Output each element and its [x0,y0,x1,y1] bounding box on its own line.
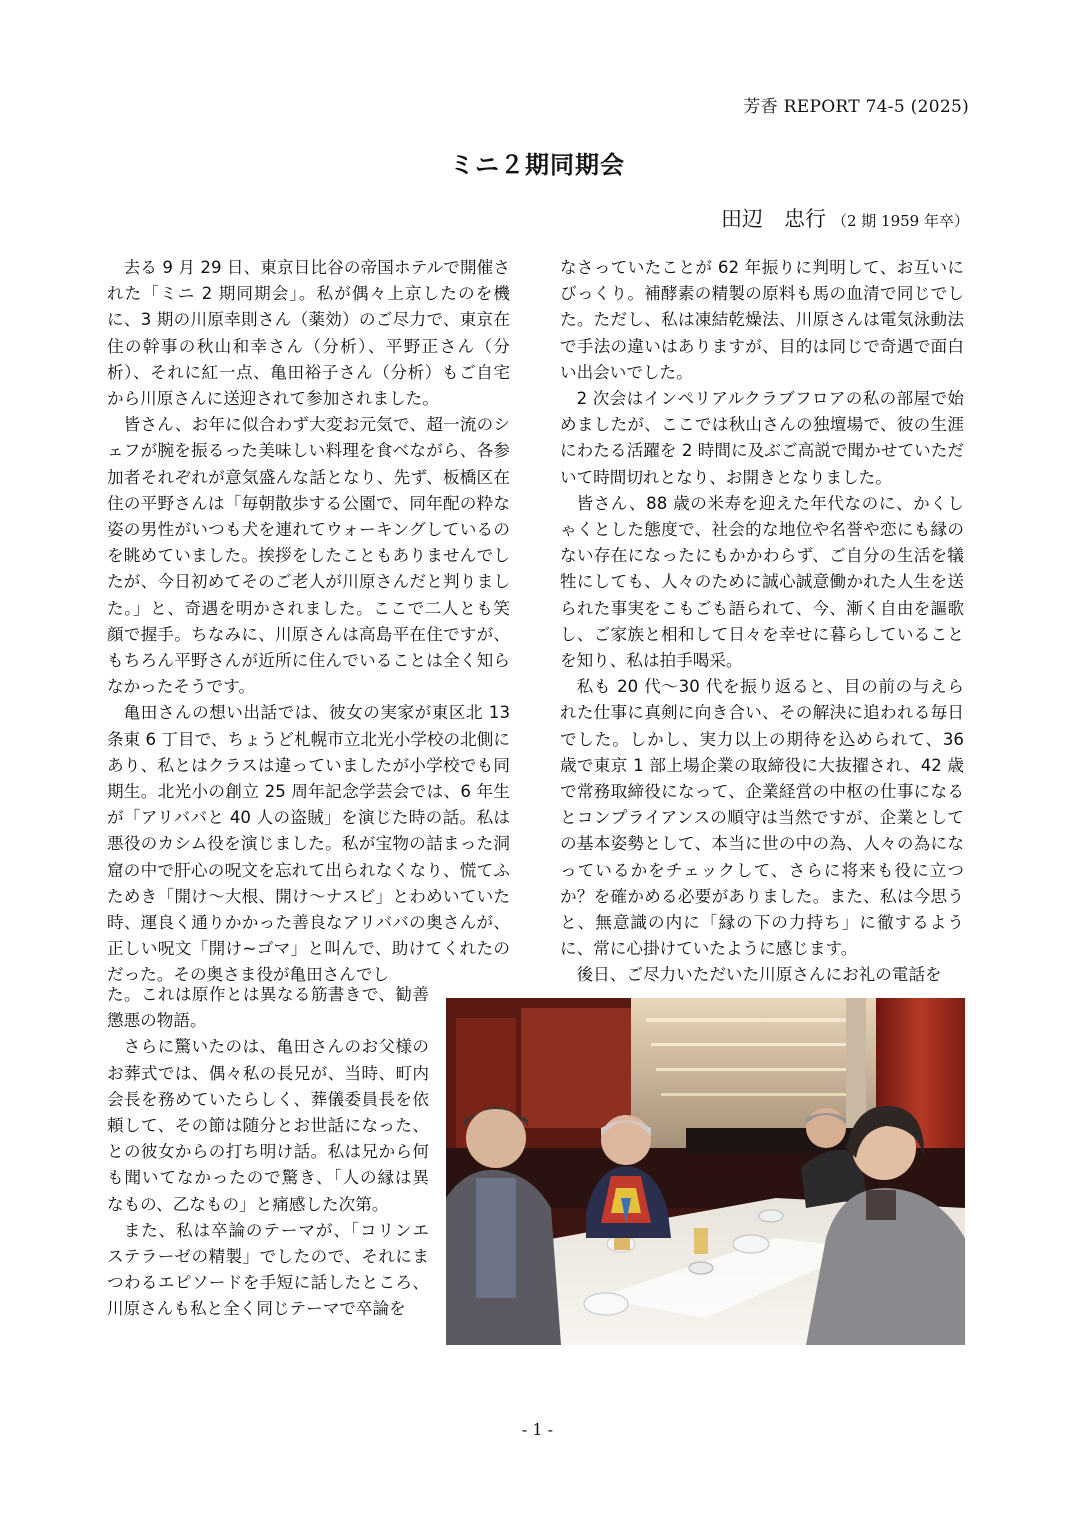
report-header: 芳香 REPORT 74-5 (2025) [743,97,969,117]
paragraph: 私も 20 代～30 代を振り返ると、目の前の与えられた仕事に真剣に向き合い、その解決に追われる毎日でした。しかし、実力以上の期待を込められて、36 歳で東京 1 部上場企業の取締役に大抜擢され、42 歳で常務取締役になって、企業経営の中枢の仕事になるとコンプライアンスの順守は当然ですが、企業としての基本姿勢として、本当に世の中の為、人々の為になっているかをチェックして、さらに将来も役に立つか？を確かめる必要がありました。また、私は今思うと、無意識の内に「縁の下の力持ち」に徹するように、常に心掛けていたように感じます。 [560,677,964,959]
paragraph: さらに驚いたのは、亀田さんのお父様のお葬式では、偶々私の長兄が、当時、町内会長を務めていたらしく、葬儀委員長を依頼して、その節は随分とお世話になった、との彼女からの打ち明け話。私は兄から何も聞いてなかったので驚き、「人の縁は異なもの、乙なもの」と痛感した次第。 [107,1037,429,1214]
author-byline [721,203,969,233]
right-column [560,255,964,989]
paragraph-continued: なさっていたことが 62 年振りに判明して、お互いにびっくり。補酵素の精製の原料も馬の血清で同じでした。ただし、私は凍結乾燥法、川原さんは電気泳動法で手法の違いはありますが、目的は同じで奇遇で面白い出会いでした。 [560,258,964,382]
paragraph: 皆さん、お年に似合わず大変お元気で、超一流のシェフが腕を振るった美味しい料理を食べながら、各参加者それぞれが意気盛んな話となり、先ず、板橋区在住の平野さんは「毎朝散歩する公園で、同年配の粋な姿の男性がいつも犬を連れてウォーキングしているのを眺めていました。挨拶をしたこともありませんでしたが、今日初めてそのご老人が川原さんだと判りました。」と、奇遇を明かされました。ここで二人とも笑顔で握手。ちなみに、川原さんは高島平在住ですが、もちろん平野さんが近所に住んでいることは全く知らなかったそうです。 [107,415,510,697]
paragraph: 2 次会はインペリアルクラブフロアの私の部屋で始めましたが、ここでは秋山さんの独壇場で、彼の生涯にわたる活躍を 2 時間に及ぶご高説で聞かせていただいて時間切れとなり、お開きとなりました。 [560,389,964,487]
author-class-year: （2 期 1959 年卒） [831,212,969,230]
left-column [107,255,510,989]
left-column-beside-photo [107,982,429,1323]
paragraph-continued: た。これは原作とは異なる筋書きで、勧善懲悪の物語。 [107,985,429,1031]
reunion-photo-illustration [446,998,965,1345]
article-title: ミニ２期同期会 [450,151,625,179]
author-name: 田辺 忠行 [720,207,826,231]
paragraph: 亀田さんの想い出話では、彼女の実家が東区北 13 条東 6 丁目で、ちょうど札幌市立北光小学校の北側にあり、私とはクラスは違っていましたが小学校でも同期生。北光小の創立 25 周年記念学芸会では、6 年生が「アリババと 40 人の盗賊」を演じた時の話。私は悪役のカシム役を演じました。私が宝物の詰まった洞窟の中で肝心の呪文を忘れて出られなくなり、慌てふためき「開け～大根、開け～ナスビ」とわめいていた時、運良く通りかかった善良なアリババの奥さんが、正しい呪文「開け~ゴマ」と叫んで、助けてくれたのだった。その奥さま役が亀田さんでし [107,703,510,985]
page-number: - 1 - [521,1420,554,1439]
paragraph: 皆さん、88 歳の米寿を迎えた年代なのに、かくしゃくとした態度で、社会的な地位や名誉や恋にも縁のない存在になったにもかかわらず、ご自分の生活を犠牲にしても、人々のために誠心誠意働かれた人生を送られた事実をこもごも語られて、今、漸く自由を謳歌し、ご家族と相和して日々を幸せに暮らしていることを知り、私は拍手喝采。 [560,493,964,671]
paragraph: また、私は卒論のテーマが、「コリンエステラーゼの精製」でしたので、それにまつわるエピソードを手短に話したところ、川原さんも私と全く同じテーマで卒論を [107,1220,429,1319]
paragraph: 去る 9 月 29 日、東京日比谷の帝国ホテルで開催された「ミニ 2 期同期会」。私が偶々上京したのを機に、3 期の川原幸則さん（薬効）のご尽力で、東京在住の幹事の秋山和幸さん（分析）、平野正さん（分析）、それに紅一点、亀田裕子さん（分析）もご自宅から川原さんに送迎されて参加されました。 [107,258,510,409]
paragraph: 後日、ご尽力いただいた川原さんにお礼の電話を [576,965,942,985]
reunion-photo [446,998,965,1345]
